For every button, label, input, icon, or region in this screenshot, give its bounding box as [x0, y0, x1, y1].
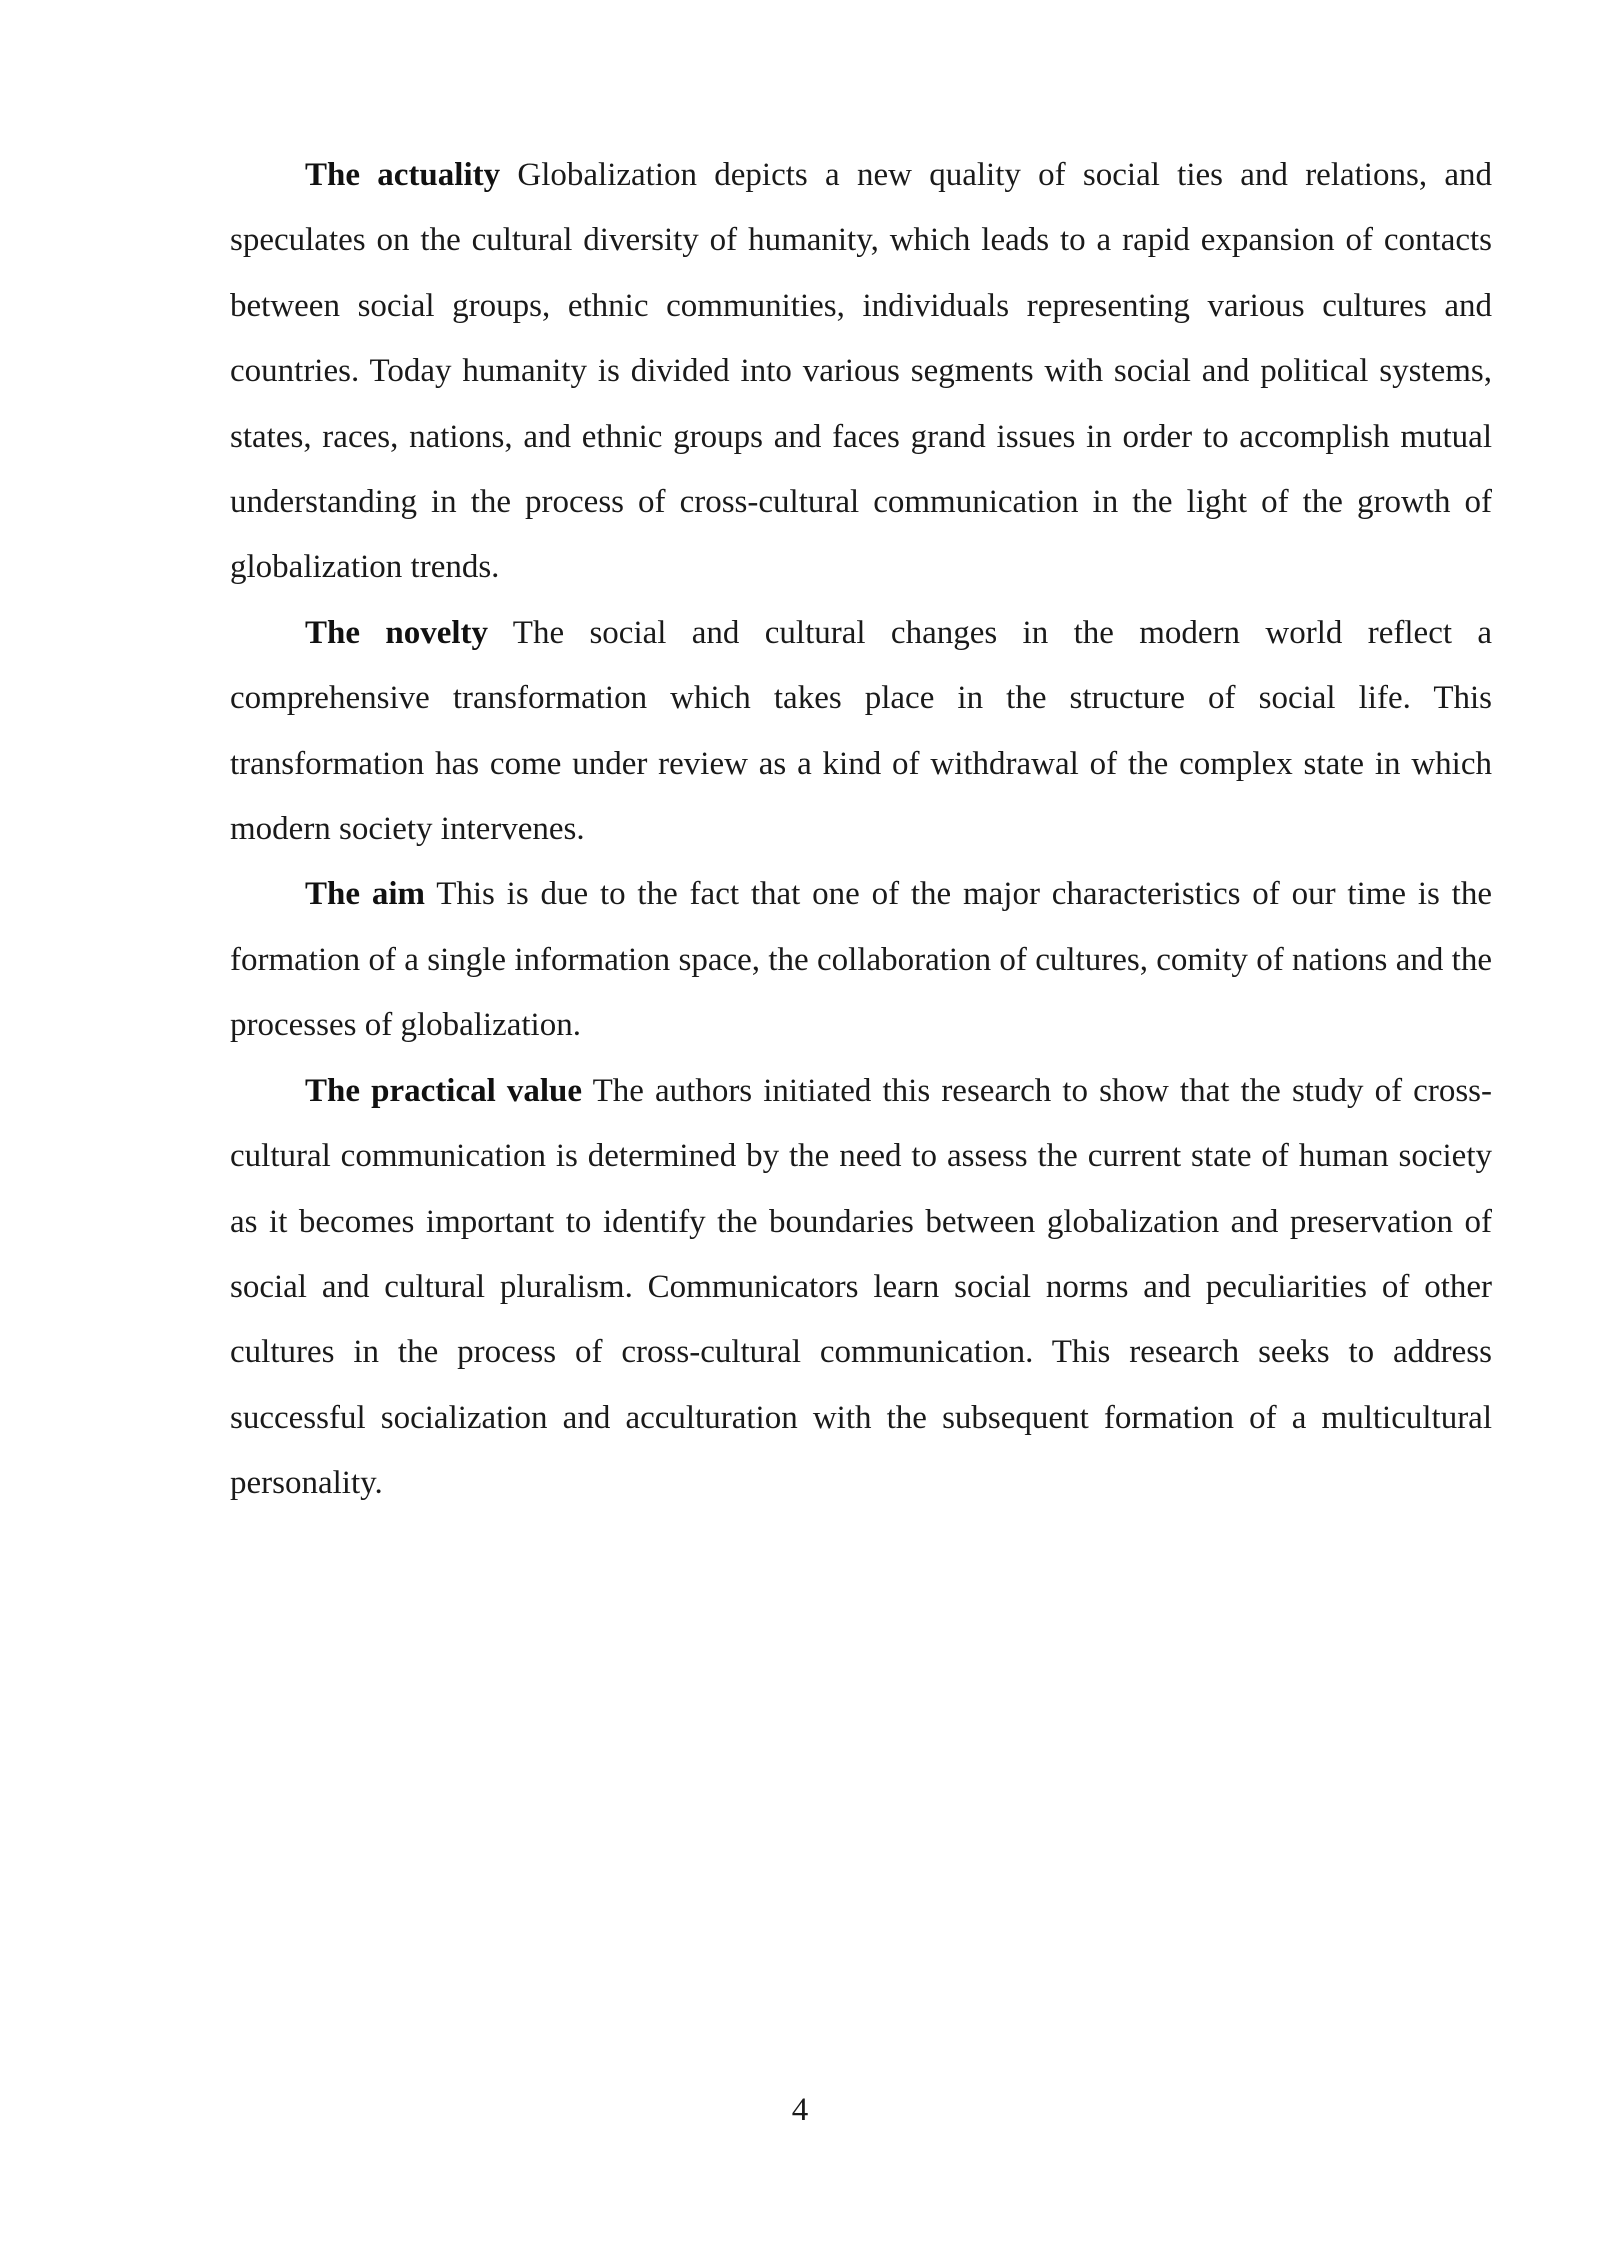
paragraph-heading: The practical value: [305, 1072, 583, 1109]
paragraph-heading: The aim: [305, 876, 425, 913]
paragraph-practical-value: [230, 1059, 1492, 1517]
paragraph-aim: [230, 862, 1492, 1058]
paragraph-text: Globalization depicts a new quality of social ties and relations, and speculates on the cultural diversity of humanity, which leads to a rapid expansion of contacts between social groups, ethnic communities, individuals representing various cultures and countries. Today humanity is divided into various segments with social and political systems, states, races, nations, and ethnic groups and faces grand issues in order to accomplish mutual understanding in the process of cross-cultural communication in the light of the growth of globalization trends.: [230, 157, 1492, 586]
paragraph-text: The social and cultural changes in the modern world reflect a comprehensive transformation which takes place in the structure of social life. This transformation has come under review as a kind of withdrawal of the complex state in which modern society intervenes.: [230, 614, 1493, 848]
body-text: [230, 143, 1492, 1517]
paragraph-heading: The novelty: [305, 614, 489, 651]
paragraph-novelty: [230, 601, 1492, 863]
paragraph-actuality: [230, 143, 1492, 601]
paragraph-text: This is due to the fact that one of the major characteristics of our time is the formation of a single information space, the collaboration of cultures, comity of nations and the processes of globalization.: [230, 876, 1492, 1044]
paragraph-text: The authors initiated this research to show that the study of cross-cultural communication is determined by the need to assess the current state of human society as it becomes important to identify the boundaries between globalization and preservation of social and cultural pluralism. Communicators learn social norms and peculiarities of other cultures in the process of cross-cultural communication. This research seeks to address successful socialization and acculturation with the subsequent formation of a multicultural personality.: [230, 1072, 1492, 1502]
paragraph-heading: The actuality: [305, 157, 501, 193]
page-number: 4: [791, 2092, 809, 2128]
